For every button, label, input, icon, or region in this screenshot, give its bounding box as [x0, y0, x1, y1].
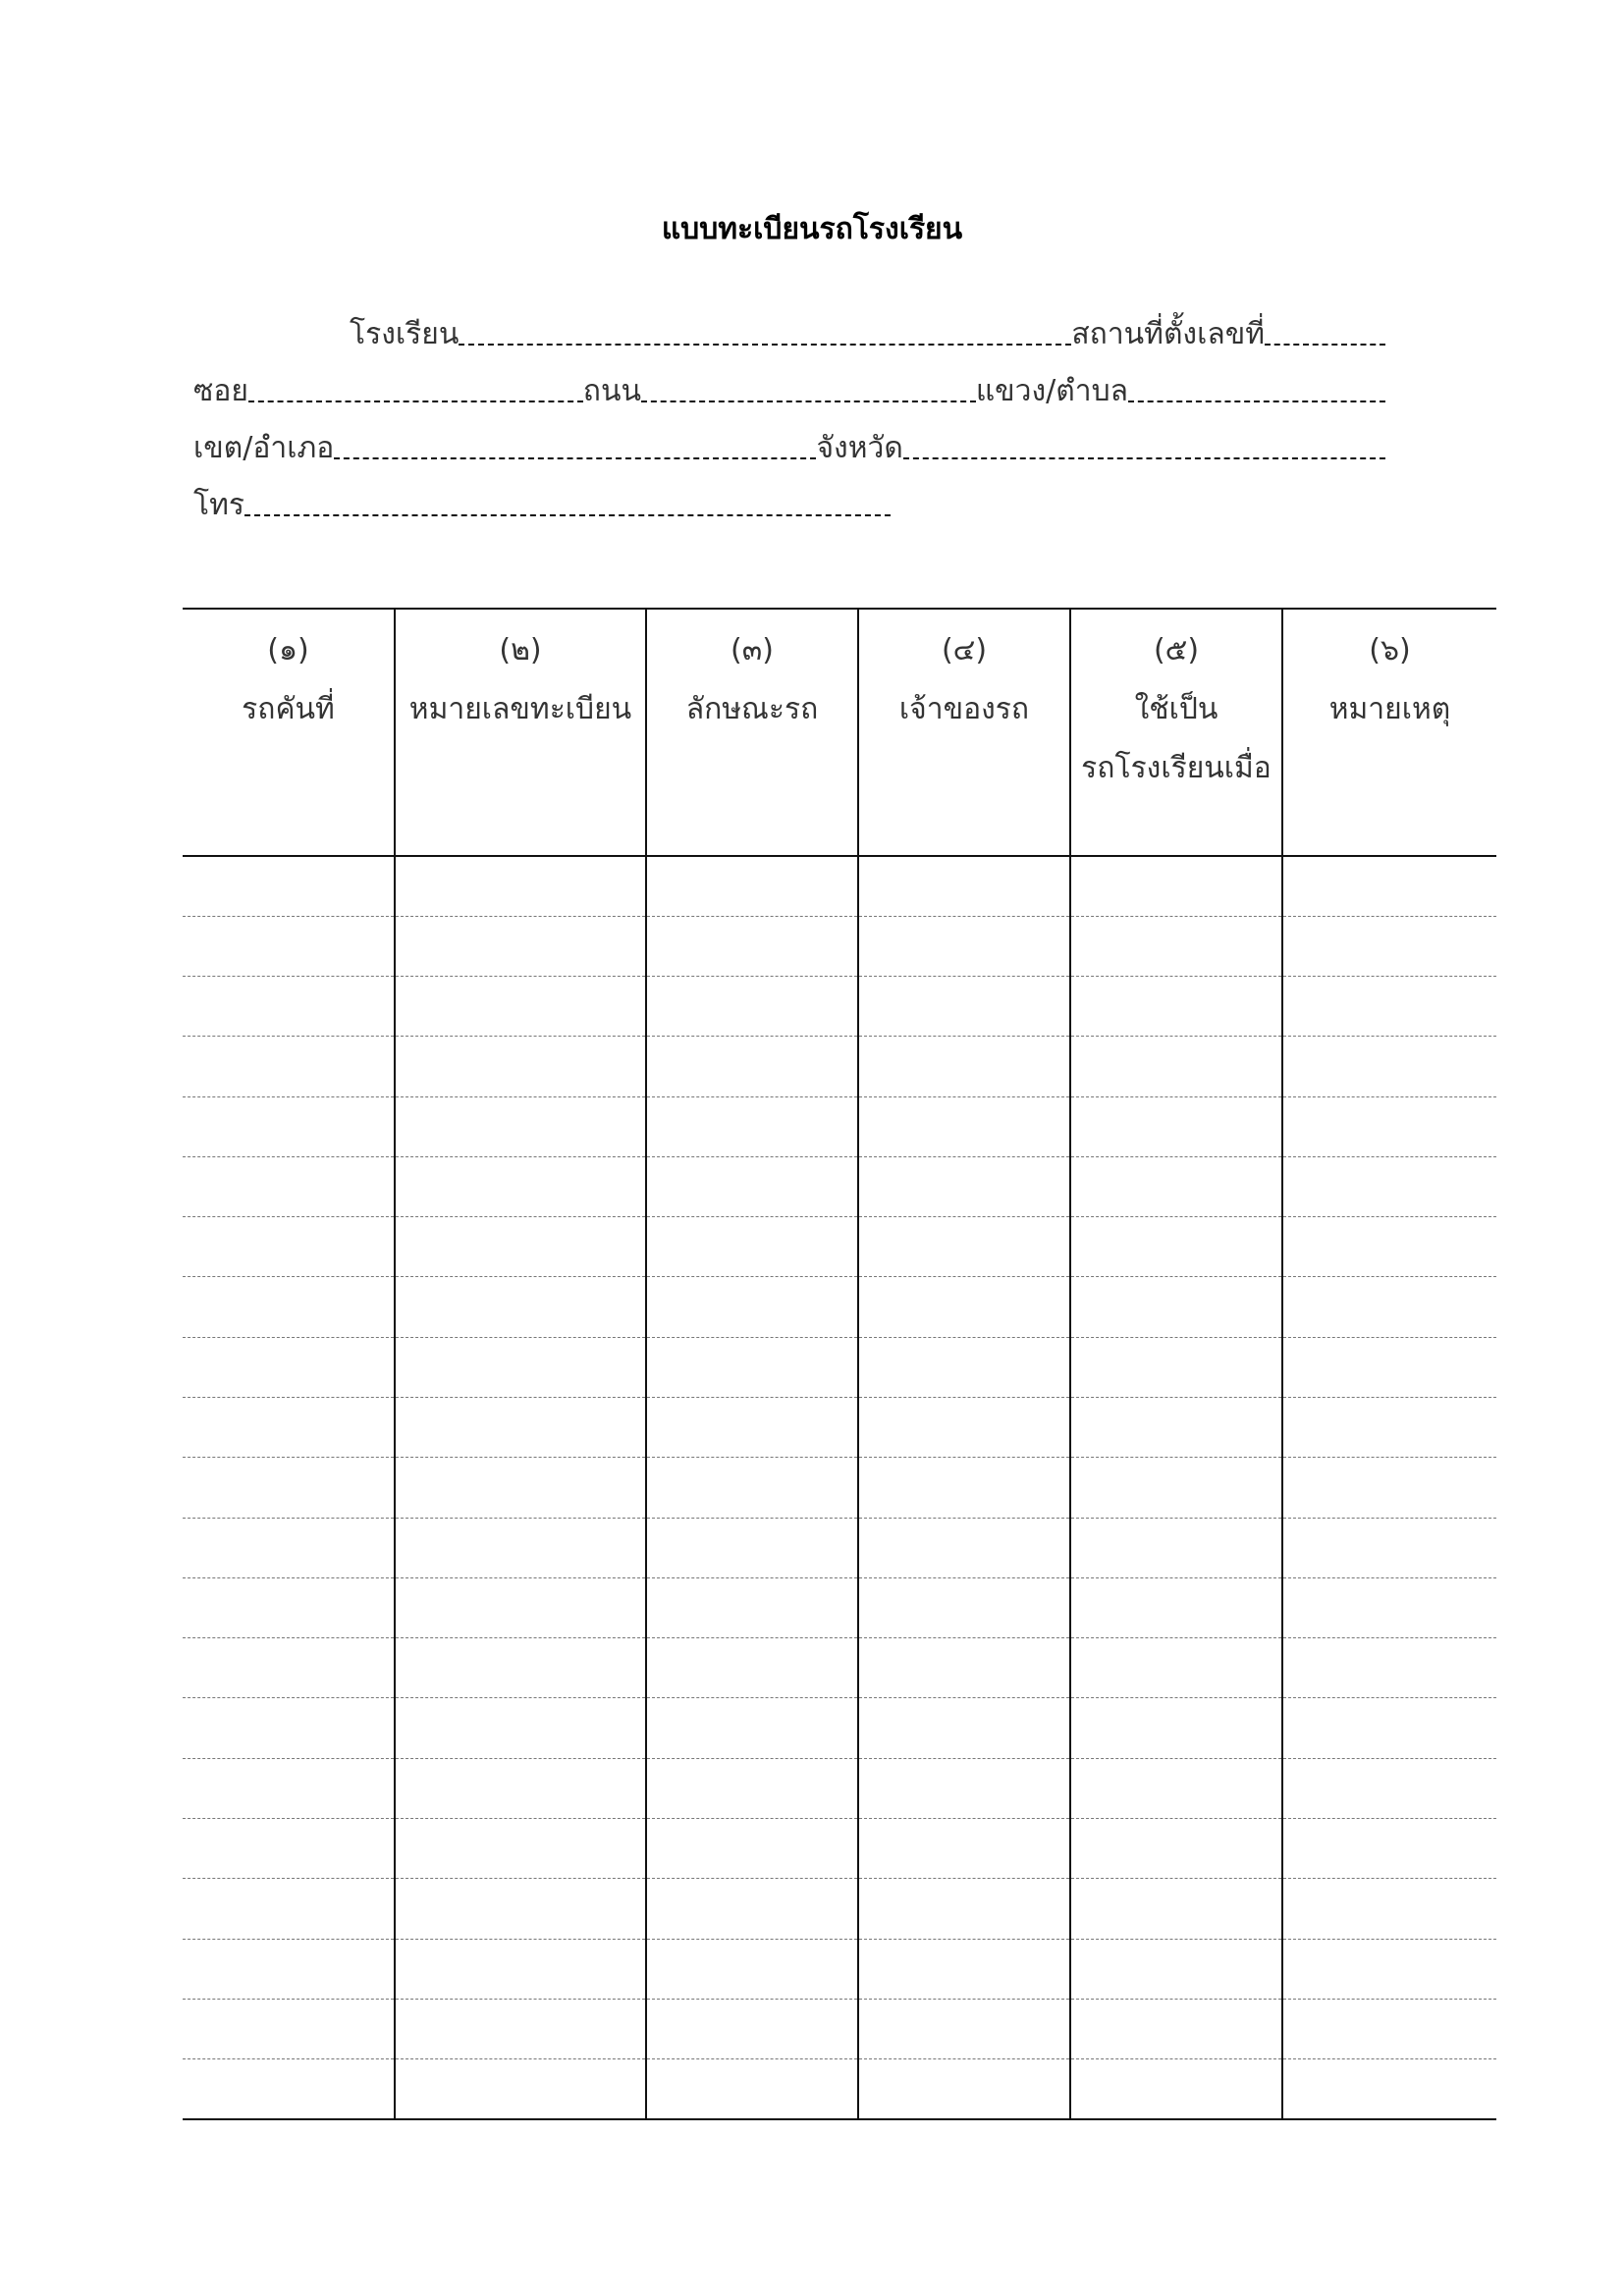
- table-cell[interactable]: [858, 1577, 1070, 1637]
- table-cell[interactable]: [183, 1217, 395, 1277]
- table-cell[interactable]: [1282, 1879, 1496, 1939]
- table-cell[interactable]: [646, 1217, 858, 1277]
- table-cell[interactable]: [1282, 1337, 1496, 1397]
- table-row: [183, 2059, 1496, 2119]
- table-cell[interactable]: [1282, 1758, 1496, 1818]
- table-cell[interactable]: [1070, 1638, 1282, 1698]
- table-cell[interactable]: [395, 1096, 646, 1156]
- table-cell[interactable]: [1070, 1096, 1282, 1156]
- phone-line: [193, 483, 891, 522]
- table-row: [183, 1156, 1496, 1216]
- soi-road-line: [193, 369, 1385, 408]
- table-cell[interactable]: [183, 1156, 395, 1216]
- table-row: [183, 1638, 1496, 1698]
- subdistrict-field[interactable]: [1128, 371, 1385, 402]
- table-cell[interactable]: [858, 1638, 1070, 1698]
- table-cell[interactable]: [183, 1939, 395, 1999]
- table-row: [183, 1577, 1496, 1637]
- col-header-plate-number: (๒) หมายเลขทะเบียน: [395, 609, 646, 856]
- table-body: [183, 856, 1496, 2119]
- table-cell[interactable]: [1070, 1698, 1282, 1758]
- col-header-used-since: (๕) ใช้เป็น รถโรงเรียนเมื่อ: [1070, 609, 1282, 856]
- table-cell[interactable]: [858, 1518, 1070, 1577]
- table-cell[interactable]: [1070, 977, 1282, 1037]
- table-cell[interactable]: [646, 1999, 858, 2058]
- table-row: [183, 1398, 1496, 1458]
- table-cell[interactable]: [646, 1277, 858, 1337]
- table-cell[interactable]: [646, 1156, 858, 1216]
- table-cell[interactable]: [1282, 1156, 1496, 1216]
- table-cell[interactable]: [395, 1277, 646, 1337]
- table-cell[interactable]: [1282, 1999, 1496, 2058]
- table-cell[interactable]: [858, 1337, 1070, 1397]
- table-cell[interactable]: [183, 1999, 395, 2058]
- table-row: [183, 1518, 1496, 1577]
- table-row: [183, 1758, 1496, 1818]
- table-cell[interactable]: [1282, 1277, 1496, 1337]
- table-cell[interactable]: [858, 2059, 1070, 2119]
- table-cell[interactable]: [1282, 1398, 1496, 1458]
- location-no-field[interactable]: [1265, 314, 1385, 346]
- table-cell[interactable]: [1070, 1939, 1282, 1999]
- form-title: แบบทะเบียนรถโรงเรียน: [661, 212, 963, 246]
- table-cell[interactable]: [646, 1698, 858, 1758]
- table-cell[interactable]: [395, 1156, 646, 1216]
- table-cell[interactable]: [1070, 1037, 1282, 1096]
- table-cell[interactable]: [858, 1096, 1070, 1156]
- table-cell[interactable]: [858, 1879, 1070, 1939]
- table-cell[interactable]: [646, 1458, 858, 1518]
- table-row: [183, 1939, 1496, 1999]
- table-cell[interactable]: [1282, 1577, 1496, 1637]
- table-cell[interactable]: [858, 1819, 1070, 1879]
- province-field[interactable]: [903, 428, 1385, 459]
- table-cell[interactable]: [1070, 916, 1282, 976]
- table-cell[interactable]: [646, 1518, 858, 1577]
- road-label: ถนน: [582, 374, 641, 408]
- table-cell[interactable]: [858, 1156, 1070, 1216]
- table-cell[interactable]: [395, 1698, 646, 1758]
- table-cell[interactable]: [395, 1939, 646, 1999]
- table-cell[interactable]: [395, 1758, 646, 1818]
- table-row: [183, 1819, 1496, 1879]
- table-cell[interactable]: [1282, 1458, 1496, 1518]
- table-cell[interactable]: [1282, 1939, 1496, 1999]
- table-cell[interactable]: [1070, 1518, 1282, 1577]
- table-cell[interactable]: [1070, 1277, 1282, 1337]
- table-cell[interactable]: [183, 2059, 395, 2119]
- table-cell[interactable]: [395, 1518, 646, 1577]
- table-cell[interactable]: [183, 1698, 395, 1758]
- table-cell[interactable]: [1282, 1638, 1496, 1698]
- table-cell[interactable]: [183, 856, 395, 916]
- table-row: [183, 916, 1496, 976]
- table-cell[interactable]: [1282, 1096, 1496, 1156]
- registration-table: [183, 608, 1496, 2120]
- table-cell[interactable]: [395, 1458, 646, 1518]
- district-line: [193, 426, 1385, 465]
- table-cell[interactable]: [395, 1879, 646, 1939]
- phone-field[interactable]: [244, 485, 891, 516]
- table-cell[interactable]: [858, 856, 1070, 916]
- table-cell[interactable]: [1282, 977, 1496, 1037]
- table-cell[interactable]: [395, 2059, 646, 2119]
- table-cell[interactable]: [1070, 1819, 1282, 1879]
- table-row: [183, 977, 1496, 1037]
- table-row: [183, 1999, 1496, 2058]
- table-cell[interactable]: [1282, 1518, 1496, 1577]
- soi-label: ซอย: [193, 374, 248, 408]
- table-cell[interactable]: [1282, 1819, 1496, 1879]
- col-header-vehicle-no: (๑) รถคันที่: [183, 609, 395, 856]
- table-cell[interactable]: [858, 1037, 1070, 1096]
- soi-field[interactable]: [248, 371, 583, 402]
- table-cell[interactable]: [183, 1577, 395, 1637]
- school-field[interactable]: [459, 314, 1071, 346]
- table-row: [183, 1037, 1496, 1096]
- table-cell[interactable]: [1282, 1037, 1496, 1096]
- table-row: [183, 1698, 1496, 1758]
- table-cell[interactable]: [395, 1037, 646, 1096]
- table-cell[interactable]: [646, 1939, 858, 1999]
- province-label: จังหวัด: [816, 431, 903, 465]
- col-header-vehicle-type: (๓) ลักษณะรถ: [646, 609, 858, 856]
- table-cell[interactable]: [1282, 1217, 1496, 1277]
- table-cell[interactable]: [646, 1337, 858, 1397]
- table-cell[interactable]: [1282, 856, 1496, 916]
- table-cell[interactable]: [1070, 1458, 1282, 1518]
- table-row: [183, 1096, 1496, 1156]
- table-cell[interactable]: [858, 1458, 1070, 1518]
- table-cell[interactable]: [183, 1398, 395, 1458]
- table-row: [183, 1337, 1496, 1397]
- table-cell[interactable]: [395, 1398, 646, 1458]
- table-cell[interactable]: [1070, 1337, 1282, 1397]
- table-cell[interactable]: [646, 1879, 858, 1939]
- table-cell[interactable]: [646, 1577, 858, 1637]
- table-cell[interactable]: [858, 1698, 1070, 1758]
- table-cell[interactable]: [395, 1638, 646, 1698]
- table-row: [183, 1277, 1496, 1337]
- table-cell[interactable]: [646, 1398, 858, 1458]
- table-cell[interactable]: [646, 1758, 858, 1818]
- table-cell[interactable]: [858, 1758, 1070, 1818]
- table-row: [183, 1879, 1496, 1939]
- table-cell[interactable]: [858, 1398, 1070, 1458]
- table-cell[interactable]: [1282, 2059, 1496, 2119]
- table-cell[interactable]: [646, 977, 858, 1037]
- table-cell[interactable]: [858, 916, 1070, 976]
- table-row: [183, 856, 1496, 916]
- table-cell[interactable]: [858, 977, 1070, 1037]
- table-row: [183, 1458, 1496, 1518]
- table-cell[interactable]: [1070, 1398, 1282, 1458]
- table-cell[interactable]: [183, 1819, 395, 1879]
- table-cell[interactable]: [183, 1037, 395, 1096]
- table-cell[interactable]: [395, 1999, 646, 2058]
- table-cell[interactable]: [183, 1277, 395, 1337]
- table-cell[interactable]: [646, 1096, 858, 1156]
- table-cell[interactable]: [395, 1217, 646, 1277]
- school-label: โรงเรียน: [350, 317, 460, 351]
- table-cell[interactable]: [858, 1999, 1070, 2058]
- table-cell[interactable]: [395, 856, 646, 916]
- table-cell[interactable]: [183, 916, 395, 976]
- table-cell[interactable]: [1282, 1698, 1496, 1758]
- location-no-label: สถานที่ตั้งเลขที่: [1071, 317, 1265, 351]
- table-cell[interactable]: [183, 977, 395, 1037]
- table-cell[interactable]: [183, 1096, 395, 1156]
- table-cell[interactable]: [183, 1337, 395, 1397]
- table-cell[interactable]: [1070, 1217, 1282, 1277]
- table-cell[interactable]: [858, 1277, 1070, 1337]
- road-field[interactable]: [641, 371, 976, 402]
- table-row: [183, 1217, 1496, 1277]
- table-cell[interactable]: [646, 916, 858, 976]
- table-cell[interactable]: [1070, 1758, 1282, 1818]
- table-cell[interactable]: [858, 1217, 1070, 1277]
- table-cell[interactable]: [646, 856, 858, 916]
- table-cell[interactable]: [646, 1638, 858, 1698]
- table-cell[interactable]: [395, 1337, 646, 1397]
- table-cell[interactable]: [395, 916, 646, 976]
- table-header-row: [183, 609, 1496, 856]
- col-header-owner: (๔) เจ้าของรถ: [858, 609, 1070, 856]
- phone-label: โทร: [193, 488, 245, 522]
- table-cell[interactable]: [1070, 1156, 1282, 1216]
- table-cell[interactable]: [183, 1638, 395, 1698]
- table-cell[interactable]: [183, 1458, 395, 1518]
- table-cell[interactable]: [395, 1819, 646, 1879]
- district-label: เขต/อำเภอ: [193, 431, 335, 465]
- table-cell[interactable]: [395, 977, 646, 1037]
- table-cell[interactable]: [395, 1577, 646, 1637]
- table-cell[interactable]: [858, 1939, 1070, 1999]
- district-field[interactable]: [334, 428, 816, 459]
- table-cell[interactable]: [646, 1819, 858, 1879]
- table-cell[interactable]: [183, 1518, 395, 1577]
- table-cell[interactable]: [1070, 1879, 1282, 1939]
- table-cell[interactable]: [183, 1879, 395, 1939]
- table-cell[interactable]: [1070, 2059, 1282, 2119]
- table-cell[interactable]: [1070, 856, 1282, 916]
- table-cell[interactable]: [1070, 1577, 1282, 1637]
- table-cell[interactable]: [646, 1037, 858, 1096]
- table-cell[interactable]: [646, 2059, 858, 2119]
- school-address-line: [193, 312, 1385, 351]
- table-cell[interactable]: [1070, 1999, 1282, 2058]
- subdistrict-label: แขวง/ตำบล: [975, 374, 1129, 408]
- col-header-remarks: (๖) หมายเหตุ: [1282, 609, 1496, 856]
- table-cell[interactable]: [1282, 916, 1496, 976]
- table-cell[interactable]: [183, 1758, 395, 1818]
